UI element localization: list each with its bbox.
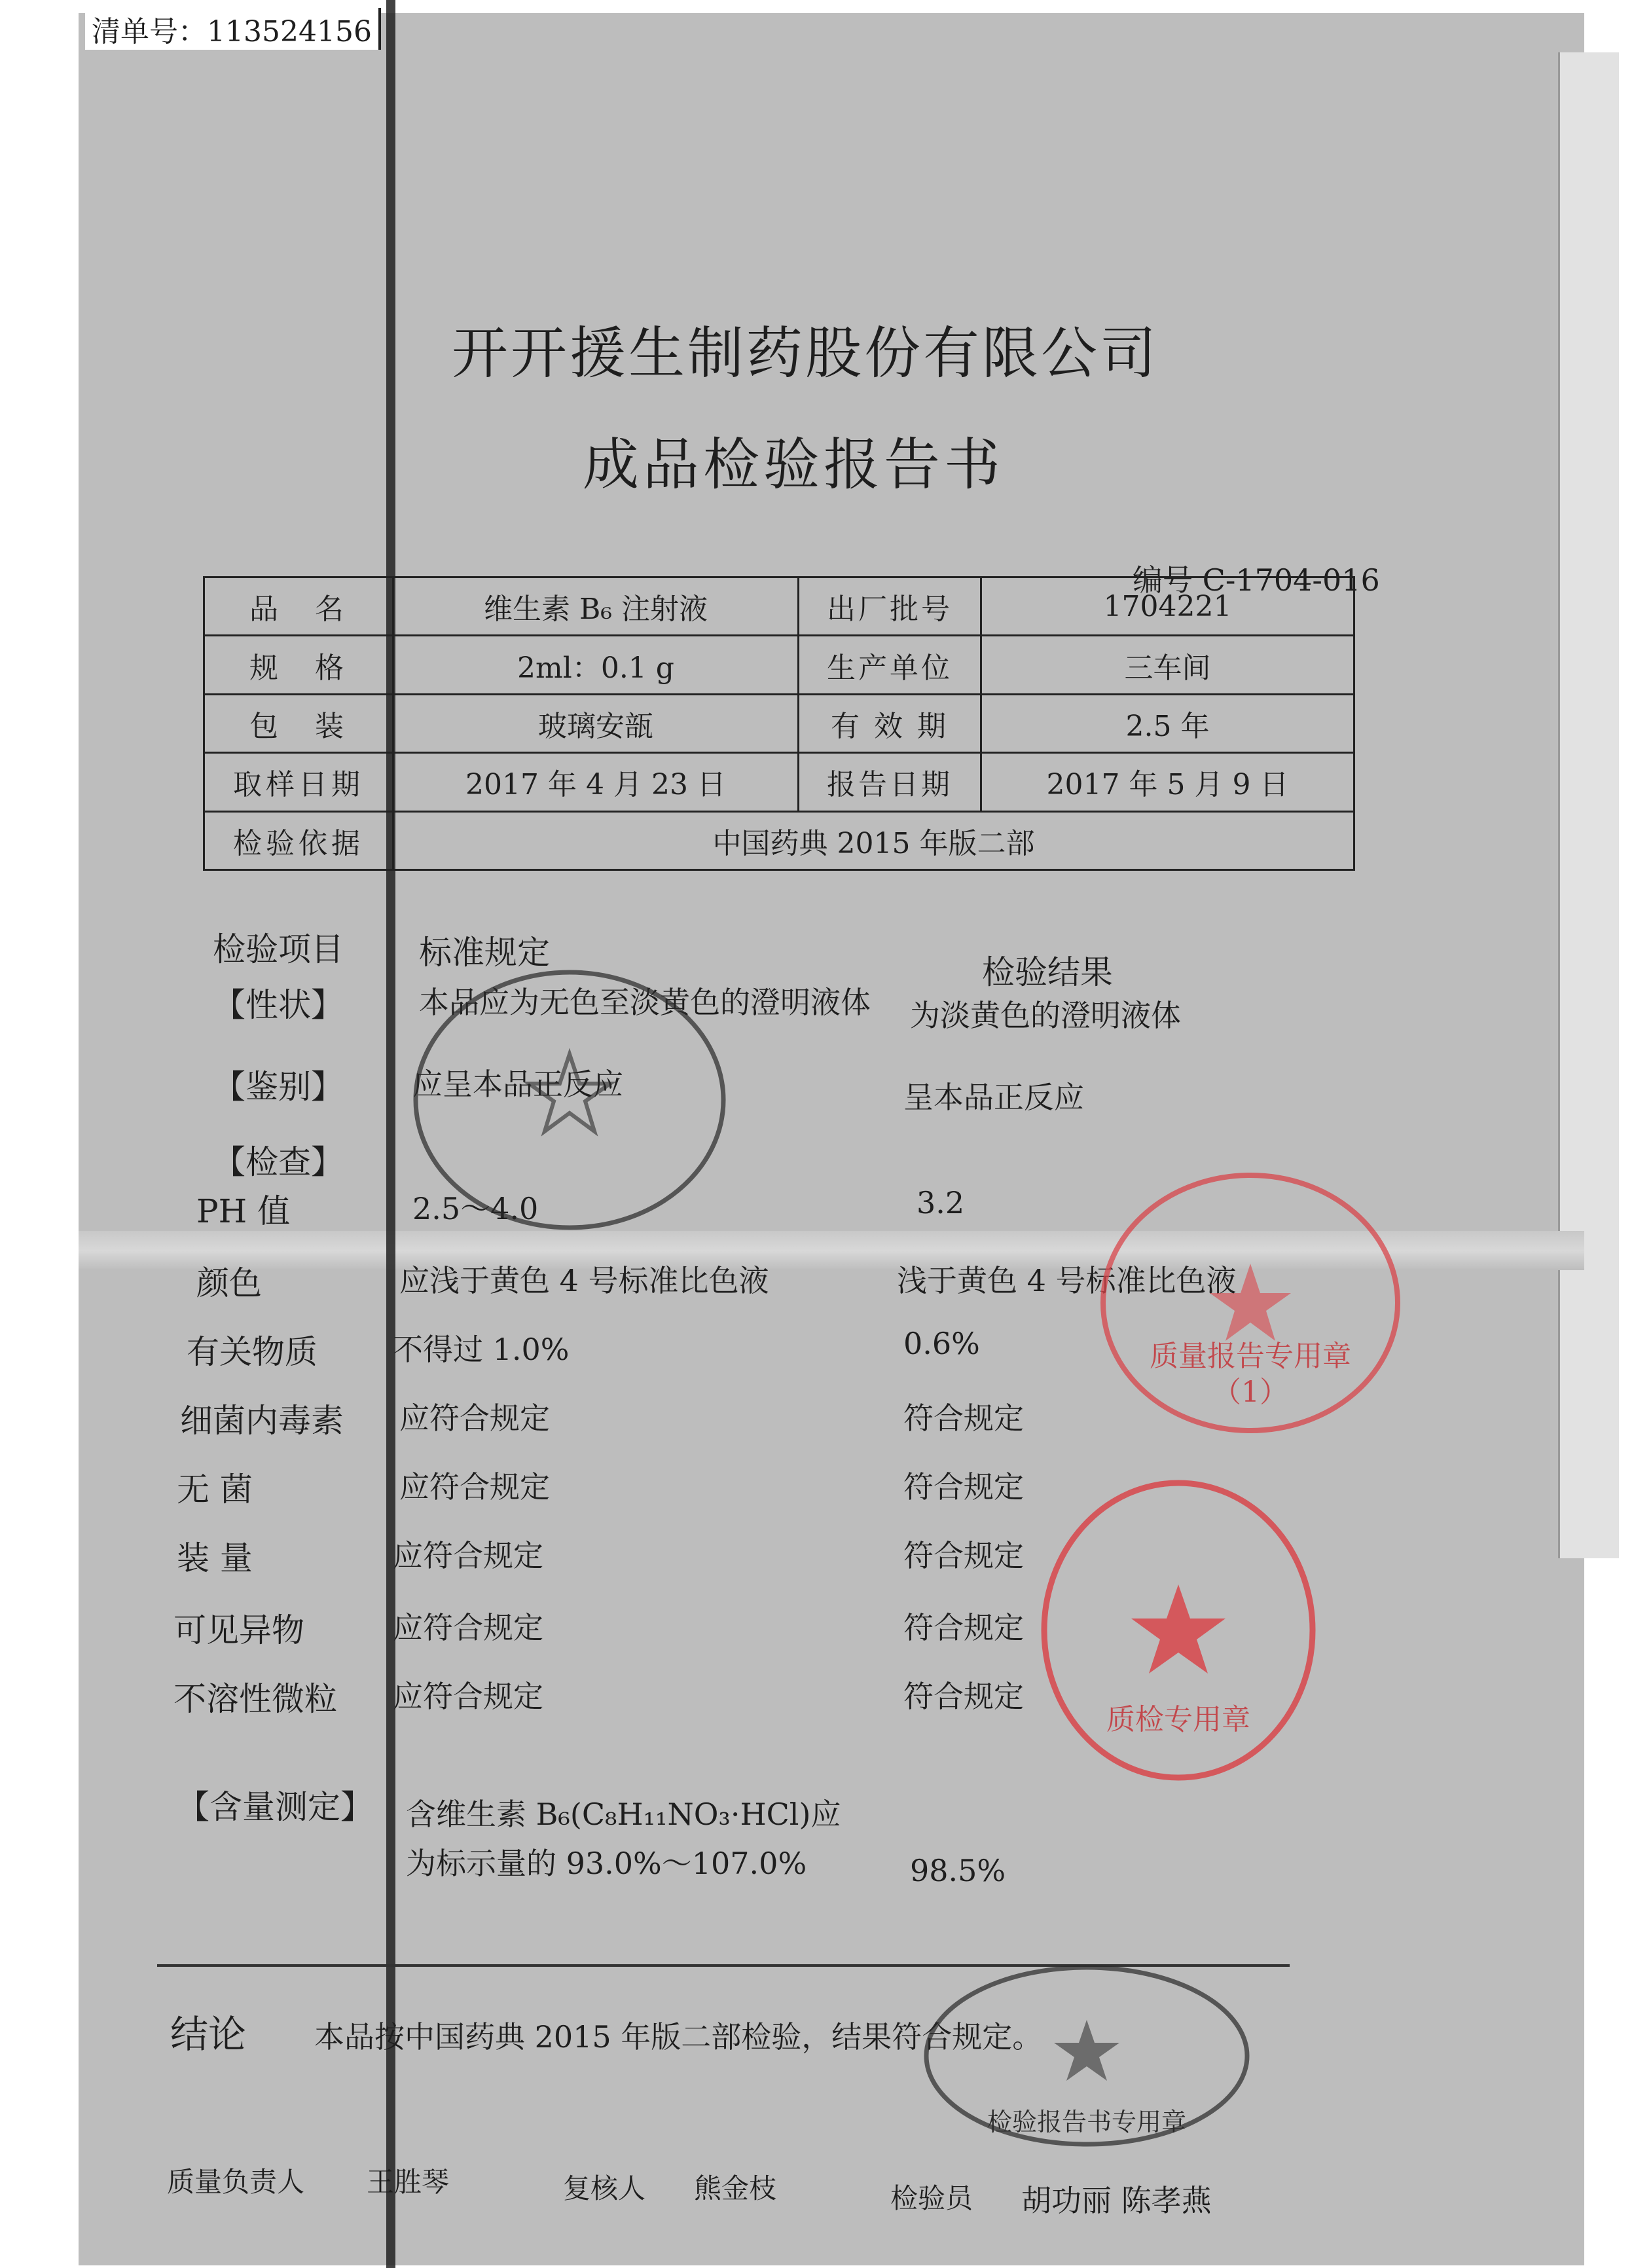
stamp-quality-check [1034,1473,1322,1787]
row-item: PH 值 [196,1192,291,1230]
info-row [204,811,1354,869]
cell-value: 玻璃安瓿 [393,694,799,752]
assay-result: 98.5% [910,1853,1006,1888]
cell-label: 报告日期 [799,753,981,811]
row-item: 可见异物 [173,1611,304,1649]
stamp-text: 质量报告专用章 [1150,1340,1351,1373]
row-item: 【检查】 [213,1143,344,1181]
conclusion-text: 本品按中国药典 2015 年版二部检验，结果符合规定。 [314,2019,1043,2055]
row-result: 符合规定 [903,1538,1024,1573]
cell-value: 2ml：0.1 g [393,636,799,694]
cell-label: 品 名 [204,577,393,636]
stamp-dark-seal [406,962,733,1237]
row-standard: 不得过 1.0% [393,1332,570,1367]
document-title: 成品检验报告书 [583,432,1004,498]
row-standard: 应符合规定 [393,1610,543,1645]
header-standard: 标准规定 [419,934,550,972]
company-name: 开开援生制药股份有限公司 [452,321,1159,386]
row-result: 符合规定 [903,1469,1024,1505]
info-row [204,636,1354,694]
row-result: 0.6% [903,1326,980,1361]
cell-value: 三车间 [981,636,1354,694]
cell-value: 2017 年 4 月 23 日 [393,753,799,811]
conclusion-label: 结论 [170,2012,247,2057]
row-item: 无 菌 [177,1471,253,1509]
cell-label: 出厂批号 [799,577,981,636]
reviewer-name: 熊金枝 [694,2172,777,2204]
info-row [204,753,1354,811]
row-standard: 应浅于黄色 4 号标准比色液 [399,1263,769,1298]
row-standard: 应符合规定 [399,1400,550,1436]
stamp-report-seal [917,1958,1257,2154]
row-result: 符合规定 [903,1679,1024,1714]
cell-label: 有 效 期 [799,694,981,752]
row-item: 颜色 [196,1264,262,1302]
row-standard: 应呈本品正反应 [412,1067,623,1102]
header-result: 检验结果 [982,953,1113,991]
assay-standard-line1: 含维生素 B₆(C₈H₁₁NO₃·HCl)应 [406,1797,841,1832]
assay-standard-line2: 为标示量的 93.0%～107.0% [406,1846,807,1881]
row-item: 有关物质 [187,1333,318,1371]
binding-line [386,0,395,2268]
cell-label: 包 装 [204,694,393,752]
row-standard: 2.5～4.0 [412,1191,539,1226]
info-table [203,576,1355,871]
row-standard: 应符合规定 [393,1538,543,1573]
row-result: 符合规定 [903,1400,1024,1436]
row-standard: 应符合规定 [399,1469,550,1505]
row-result: 浅于黄色 4 号标准比色液 [897,1263,1237,1298]
row-result: 为淡黄色的澄明液体 [910,998,1181,1033]
cell-label: 取样日期 [204,753,393,811]
row-result: 呈本品正反应 [903,1080,1084,1115]
qa-label: 质量负责人 [167,2166,305,2198]
assay-item: 【含量测定】 [177,1788,373,1826]
stamp-quality-report [1093,1165,1407,1440]
serial-number: 清单号：113524156 [85,8,381,50]
cell-value: 2017 年 5 月 9 日 [981,753,1354,811]
reviewer-label: 复核人 [563,2172,646,2204]
row-item: 细菌内毒素 [180,1402,344,1440]
inspector-label: 检验员 [890,2182,973,2214]
cell-value: 2.5 年 [981,694,1354,752]
qa-name: 王胜琴 [367,2166,450,2198]
row-standard: 应符合规定 [393,1679,543,1714]
star-seal-icon [1034,1473,1322,1787]
cell-value: 维生素 B₆ 注射液 [393,577,799,636]
cell-value: 中国药典 2015 年版二部 [393,811,1354,869]
row-result: 符合规定 [903,1610,1024,1645]
header-item: 检验项目 [213,930,344,968]
cell-label: 检验依据 [204,811,393,869]
stamp-text: 质检专用章 [1106,1703,1250,1736]
paper-edge [1558,52,1619,1558]
document-number: 编号 C-1704-016 [1133,562,1380,598]
star-seal-icon [406,962,733,1237]
row-item: 【性状】 [213,986,344,1024]
stamp-number: （1） [1212,1376,1288,1409]
cell-label: 规 格 [204,636,393,694]
inspector-name: 胡功丽 陈孝燕 [1021,2183,1212,2218]
cell-label: 生产单位 [799,636,981,694]
row-item: 不溶性微粒 [173,1680,337,1718]
info-row [204,577,1354,636]
cell-value: 1704221 [981,577,1354,636]
row-item: 装 量 [177,1539,253,1577]
stamp-text: 检验报告书专用章 [987,2108,1186,2136]
info-row [204,694,1354,752]
row-standard: 本品应为无色至淡黄色的澄明液体 [419,985,871,1020]
row-result: 3.2 [917,1185,965,1220]
row-item: 【鉴别】 [213,1068,344,1106]
